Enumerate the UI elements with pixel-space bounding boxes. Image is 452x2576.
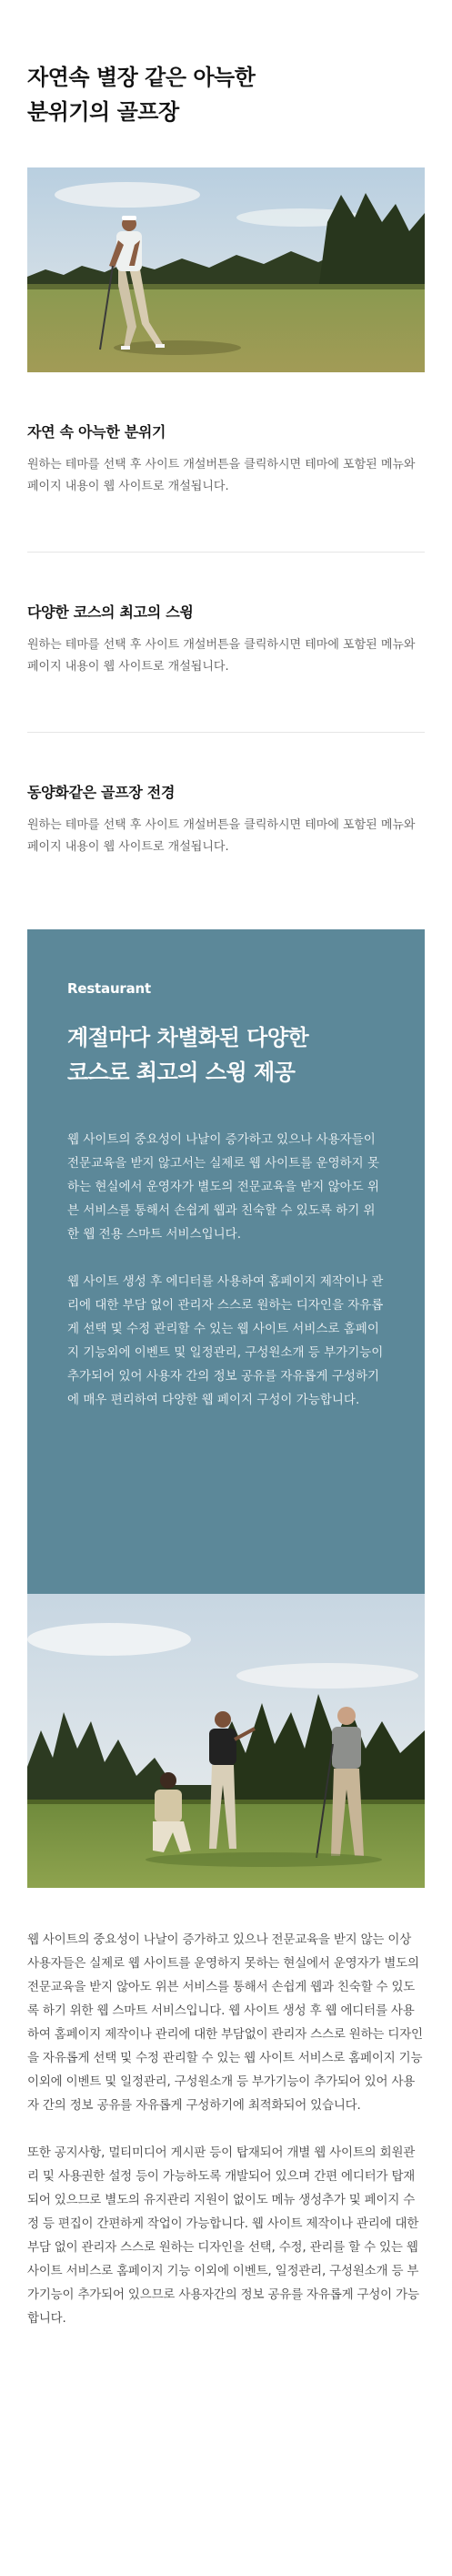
body-paragraph: 웹 사이트의 중요성이 나날이 증가하고 있으나 전문교육을 받지 않는 이상 사용자들은 실제로 웹 사이트를 운영하지 못하는 현실에서 운영자가 별도의 전문교육을 받지 않아도 위븐 서비스를 통해서 손쉽게 웹과 친숙할 수 있도록 하기 위한 웹 스마트 서비스입니다. 웹 사이트 생성 후 웹 에디터를 사용하여 홈페이지 제작이나 관리에 대한 부담없이 관리자 스스로 원하는 디자인을 자유롭게 선택 및 수정 관리할 수 있는 웹 사이트 서비스로 홈페이지 기능 이외에 이벤트 및 일정관리, 구성원소개 등 부가기능이 추가되어 있어 사용자 간의 정보 공유를 자유롭게 구성하기에 최적화되어 있습니다. xyxy=(27,1932,423,2113)
panel-title-line1: 계절마다 차별화된 다양한 xyxy=(67,1025,309,1050)
divider xyxy=(27,552,425,553)
feature-description: 원하는 테마를 선택 후 사이트 개설버튼을 클릭하시면 테마에 포함된 메뉴와 페이지 내용이 웹 사이트로 개설됩니다. xyxy=(27,818,416,854)
feature-scenic-view xyxy=(27,781,425,858)
body-text xyxy=(27,1928,425,2354)
feature-description: 원하는 테마를 선택 후 사이트 개설버튼을 클릭하시면 테마에 포함된 메뉴와 페이지 내용이 웹 사이트로 개설됩니다. xyxy=(27,458,416,493)
body-paragraph: 또한 공지사항, 멀티미디어 게시판 등이 탑재되어 개별 웹 사이트의 회원관리 및 사용권한 설정 등이 가능하도록 개발되어 있으며 간편 에디터가 탑재되어 있으므로 별도의 유지관리 지원이 없이도 메뉴 생성추가 및 페이지 수정 등 편집이 간편하게 작업이 가능합니다. 웹 사이트 제작이나 관리에 대한 부담 없이 관리자 스스로 원하는 디자인을 선택, 수정, 관리를 할 수 있는 웹사이트 서비스로 홈페이지 기능 이외에 이벤트, 일정관리, 구성원소개 등 부가기능이 추가되어 있으므로 사용자간의 정보 공유를 자유롭게 구성이 가능합니다. xyxy=(27,2145,419,2326)
feature-best-swing xyxy=(27,601,425,678)
page-title-line1: 자연속 별장 같은 아늑한 xyxy=(27,65,256,90)
panel-title-line2: 코스로 최고의 스윙 제공 xyxy=(67,1060,296,1085)
feature-title: 동양화같은 골프장 전경 xyxy=(27,784,176,801)
panel-eyebrow: Restaurant xyxy=(67,980,151,997)
feature-title: 다양한 코스의 최고의 스윙 xyxy=(27,603,194,621)
feature-title: 자연 속 아늑한 분위기 xyxy=(27,423,166,441)
golf-group-photo xyxy=(27,1594,425,1888)
restaurant-panel xyxy=(27,929,425,1594)
feature-description: 원하는 테마를 선택 후 사이트 개설버튼을 클릭하시면 테마에 포함된 메뉴와 페이지 내용이 웹 사이트로 개설됩니다. xyxy=(27,638,416,674)
panel-title xyxy=(67,1020,385,1090)
page-title xyxy=(27,60,427,129)
panel-paragraph: 웹 사이트 생성 후 에디터를 사용하여 홈페이지 제작이나 관리에 대한 부담 없이 관리자 스스로 원하는 디자인을 자유롭게 선택 및 수정 관리할 수 있는 웹 사이트 서비스로 홈페이지 기능외에 이벤트 및 일정관리, 구성원소개 등 부가기능이 추가되어 있어 사용자 간의 정보 공유를 자유롭게 구성하기에 매우 편리하여 다양한 웹 페이지 구성이 가능합니다. xyxy=(67,1274,384,1407)
golfer-swing-photo xyxy=(27,167,425,372)
feature-cozy-atmosphere xyxy=(27,421,425,498)
divider xyxy=(27,732,425,733)
page-title-line2: 분위기의 골프장 xyxy=(27,99,179,125)
panel-paragraph: 웹 사이트의 중요성이 나날이 증가하고 있으나 사용자들이 전문교육을 받지 않고서는 실제로 웹 사이트를 운영하지 못하는 현실에서 운영자가 별도의 전문교육을 받지 않아도 위븐 서비스를 통해서 손쉽게 웹과 친숙할 수 있도록 하기 위한 웹 전용 스마트 서비스입니다. xyxy=(67,1132,380,1242)
